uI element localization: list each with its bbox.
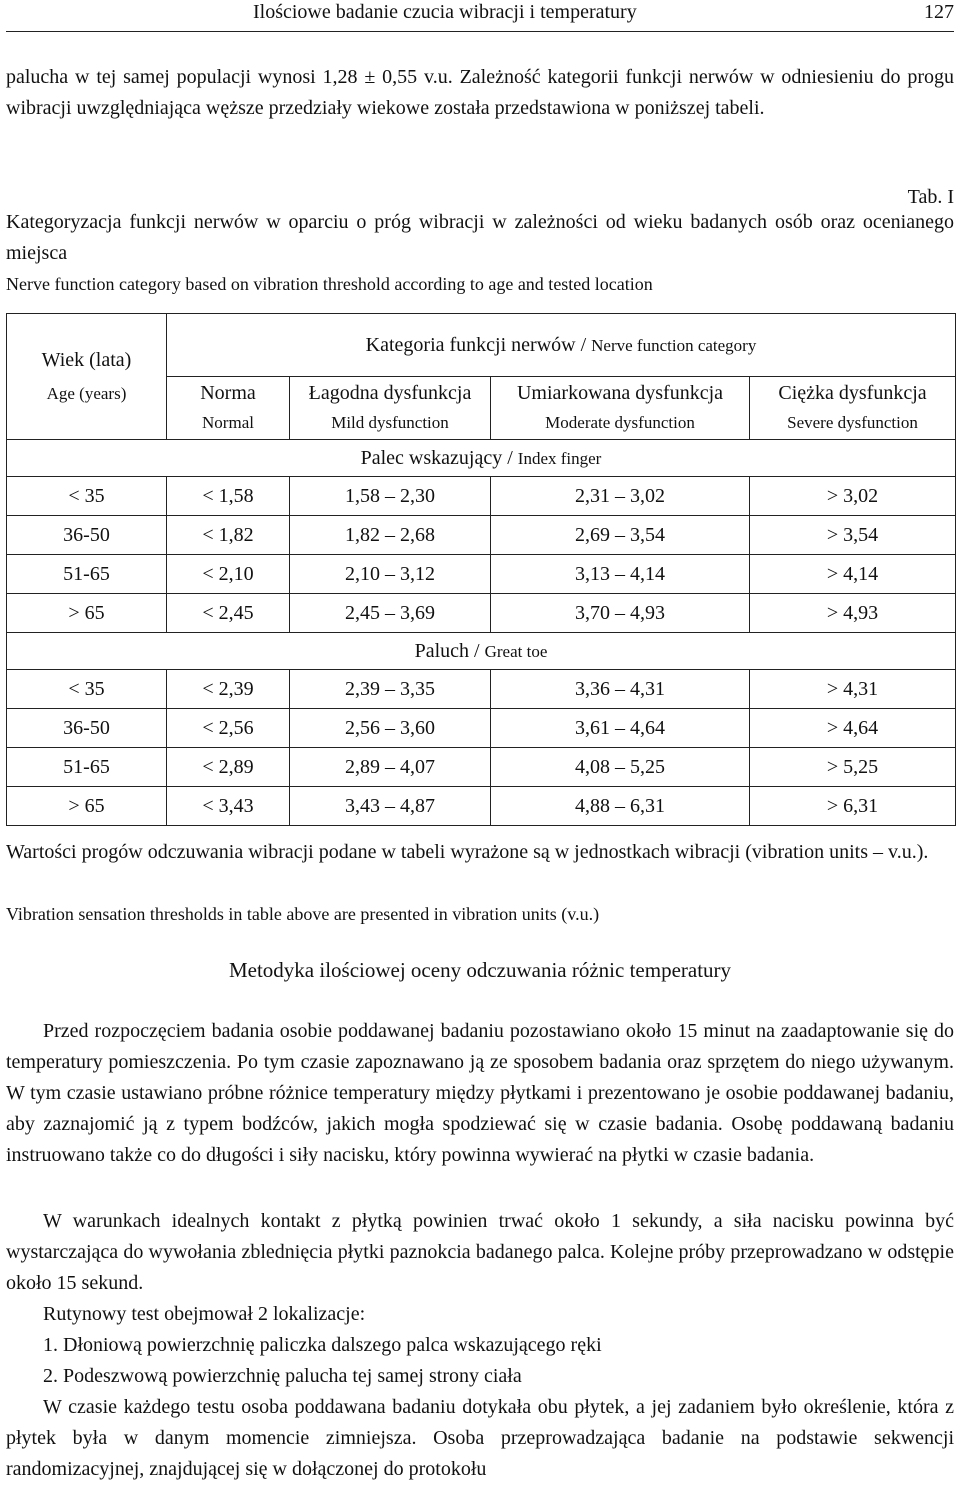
section-heading: Metodyka ilościowej oceny odczuwania różnic temperatury xyxy=(228,958,732,982)
category-header-en: Nerve function category xyxy=(591,335,757,355)
column-header-en: Moderate dysfunction xyxy=(545,413,695,432)
column-header-pl: Ciężka dysfunkcja xyxy=(778,382,927,404)
table-cell: < 2,45 xyxy=(167,594,290,633)
table-row xyxy=(7,787,956,826)
table-cell: < 1,58 xyxy=(167,477,290,516)
page-number: 127 xyxy=(924,1,954,23)
table-cell: > 3,54 xyxy=(750,516,956,555)
body-paragraph: W czasie każdego testu osoba poddawana badaniu dotykała obu płytek, a jej zadaniem było określenie, która z płytek była w danym momencie zimniejsza. Osoba przeprowadzająca badanie na podstawie sekwencji randomizacyjnej, znajdującej się w dołączonej do protokołu xyxy=(6,1396,954,1480)
table-cell: < 2,89 xyxy=(167,748,290,787)
column-header xyxy=(750,377,956,440)
table-cell: < 1,82 xyxy=(167,516,290,555)
section-title-index-finger xyxy=(7,440,956,477)
table-note-pl: Wartości progów odczuwania wibracji podane w tabeli wyrażone są w jednostkach wibracji (vibration units – v.u.). xyxy=(6,841,929,863)
table-cell: 2,31 – 3,02 xyxy=(491,477,750,516)
table-cell: > 3,02 xyxy=(750,477,956,516)
column-header-pl: Łagodna dysfunkcja xyxy=(308,382,472,404)
table-cell: < 2,56 xyxy=(167,709,290,748)
header-rule xyxy=(6,31,954,32)
table-row xyxy=(7,555,956,594)
column-header xyxy=(491,377,750,440)
table-cell: > 65 xyxy=(7,594,167,633)
table-cell: 2,56 – 3,60 xyxy=(290,709,491,748)
column-header-pl: Norma xyxy=(200,382,256,404)
table-row xyxy=(7,516,956,555)
table-cell: > 4,14 xyxy=(750,555,956,594)
table-cell: 36-50 xyxy=(7,709,167,748)
table-label: Tab. I xyxy=(907,186,954,208)
table-cell: 3,61 – 4,64 xyxy=(491,709,750,748)
table-row xyxy=(7,748,956,787)
table-cell: < 3,43 xyxy=(167,787,290,826)
section-row xyxy=(7,440,956,477)
column-header xyxy=(167,377,290,440)
list-item: 1. Dłoniową powierzchnię paliczka dalszego palca wskazującego ręki xyxy=(43,1334,602,1356)
table-note-en: Vibration sensation thresholds in table above are presented in vibration units (v.u.) xyxy=(6,904,600,924)
column-header-en: Normal xyxy=(202,413,254,432)
section-title-pl: Palec wskazujący / xyxy=(360,446,513,469)
table-cell: 1,58 – 2,30 xyxy=(290,477,491,516)
table-row xyxy=(7,594,956,633)
table-cell: 51-65 xyxy=(7,555,167,594)
section-title-pl: Paluch / xyxy=(414,639,480,662)
table-cell: > 65 xyxy=(7,787,167,826)
running-title: Ilościowe badanie czucia wibracji i temperatury xyxy=(253,1,637,23)
running-header xyxy=(0,0,960,28)
table-row xyxy=(7,477,956,516)
column-header-en: Mild dysfunction xyxy=(331,413,449,432)
table-cell: 3,36 – 4,31 xyxy=(491,670,750,709)
body-paragraph: Przed rozpoczęciem badania osobie poddawanej badaniu pozostawiano około 15 minut na zaadaptowanie się do temperatury pomieszczenia. Po tym czasie zapoznawano ją ze sposobem badania oraz sprzętem do niego używanym. W tym czasie ustawiano próbne różnice temperatury między płytkami i prezentowano je osobie poddawanej badaniu, aby zaznajomić ją z typem bodźców, jakich mogła spodziewać się w czasie badania. Osobę poddawaną badaniu instruowano także co do długości i siły nacisku, który powinna wywierać na płytki w czasie badania. xyxy=(6,1020,954,1166)
table-cell: 4,88 – 6,31 xyxy=(491,787,750,826)
table-cell: < 2,10 xyxy=(167,555,290,594)
section-title-en: Great toe xyxy=(484,641,548,661)
table-cell: > 4,64 xyxy=(750,709,956,748)
table-cell: > 4,31 xyxy=(750,670,956,709)
table-row xyxy=(7,709,956,748)
column-header-pl: Umiarkowana dysfunkcja xyxy=(516,382,724,404)
table-caption-pl: Kategoryzacja funkcji nerwów w oparciu o próg wibracji w zależności od wieku badanych osób oraz ocenianego miejsca xyxy=(6,211,954,264)
table-cell: 2,39 – 3,35 xyxy=(290,670,491,709)
section-title-en: Index finger xyxy=(517,448,602,468)
category-header xyxy=(167,314,956,377)
table-cell: 2,89 – 4,07 xyxy=(290,748,491,787)
table-cell: 4,08 – 5,25 xyxy=(491,748,750,787)
table-cell: 2,69 – 3,54 xyxy=(491,516,750,555)
table-cell: 1,82 – 2,68 xyxy=(290,516,491,555)
table-cell: 3,43 – 4,87 xyxy=(290,787,491,826)
intro-paragraph: palucha w tej samej populacji wynosi 1,28 ± 0,55 v.u. Zależność kategorii funkcji nerwów w odniesieniu do progu wibracji uwzględniająca węższe przedziały wiekowe została przedstawiona w poniższej tabeli. xyxy=(6,66,954,119)
section-row xyxy=(7,633,956,670)
table-cell: 2,45 – 3,69 xyxy=(290,594,491,633)
table-cell: < 35 xyxy=(7,670,167,709)
threshold-table xyxy=(6,313,956,826)
category-header-pl: Kategoria funkcji nerwów / xyxy=(365,333,587,356)
table-cell: 3,70 – 4,93 xyxy=(491,594,750,633)
column-header xyxy=(290,377,491,440)
body-paragraph: Rutynowy test obejmował 2 lokalizacje: xyxy=(43,1303,366,1325)
column-header-en: Severe dysfunction xyxy=(787,413,918,432)
table-cell: < 2,39 xyxy=(167,670,290,709)
table-cell: < 35 xyxy=(7,477,167,516)
age-header xyxy=(7,314,167,440)
table-header-row xyxy=(7,314,956,377)
list-item: 2. Podeszwową powierzchnię palucha tej samej strony ciała xyxy=(43,1365,522,1387)
table-cell: 3,13 – 4,14 xyxy=(491,555,750,594)
table-cell: 36-50 xyxy=(7,516,167,555)
table-cell: > 5,25 xyxy=(750,748,956,787)
table-caption-en: Nerve function category based on vibration threshold according to age and tested location xyxy=(6,274,653,294)
table-cell: > 6,31 xyxy=(750,787,956,826)
body-paragraph: W warunkach idealnych kontakt z płytką powinien trwać około 1 sekundy, a siła nacisku powinna być wystarczająca do wywołania zblednięcia płytki paznokcia badanego palca. Kolejne próby przeprowadzano w odstępie około 15 sekund. xyxy=(6,1210,954,1294)
table-cell: > 4,93 xyxy=(750,594,956,633)
age-header-pl: Wiek (lata) xyxy=(41,348,132,371)
table-cell: 2,10 – 3,12 xyxy=(290,555,491,594)
age-header-en: Age (years) xyxy=(46,383,127,403)
table-cell: 51-65 xyxy=(7,748,167,787)
table-row xyxy=(7,670,956,709)
section-title-great-toe xyxy=(7,633,956,670)
